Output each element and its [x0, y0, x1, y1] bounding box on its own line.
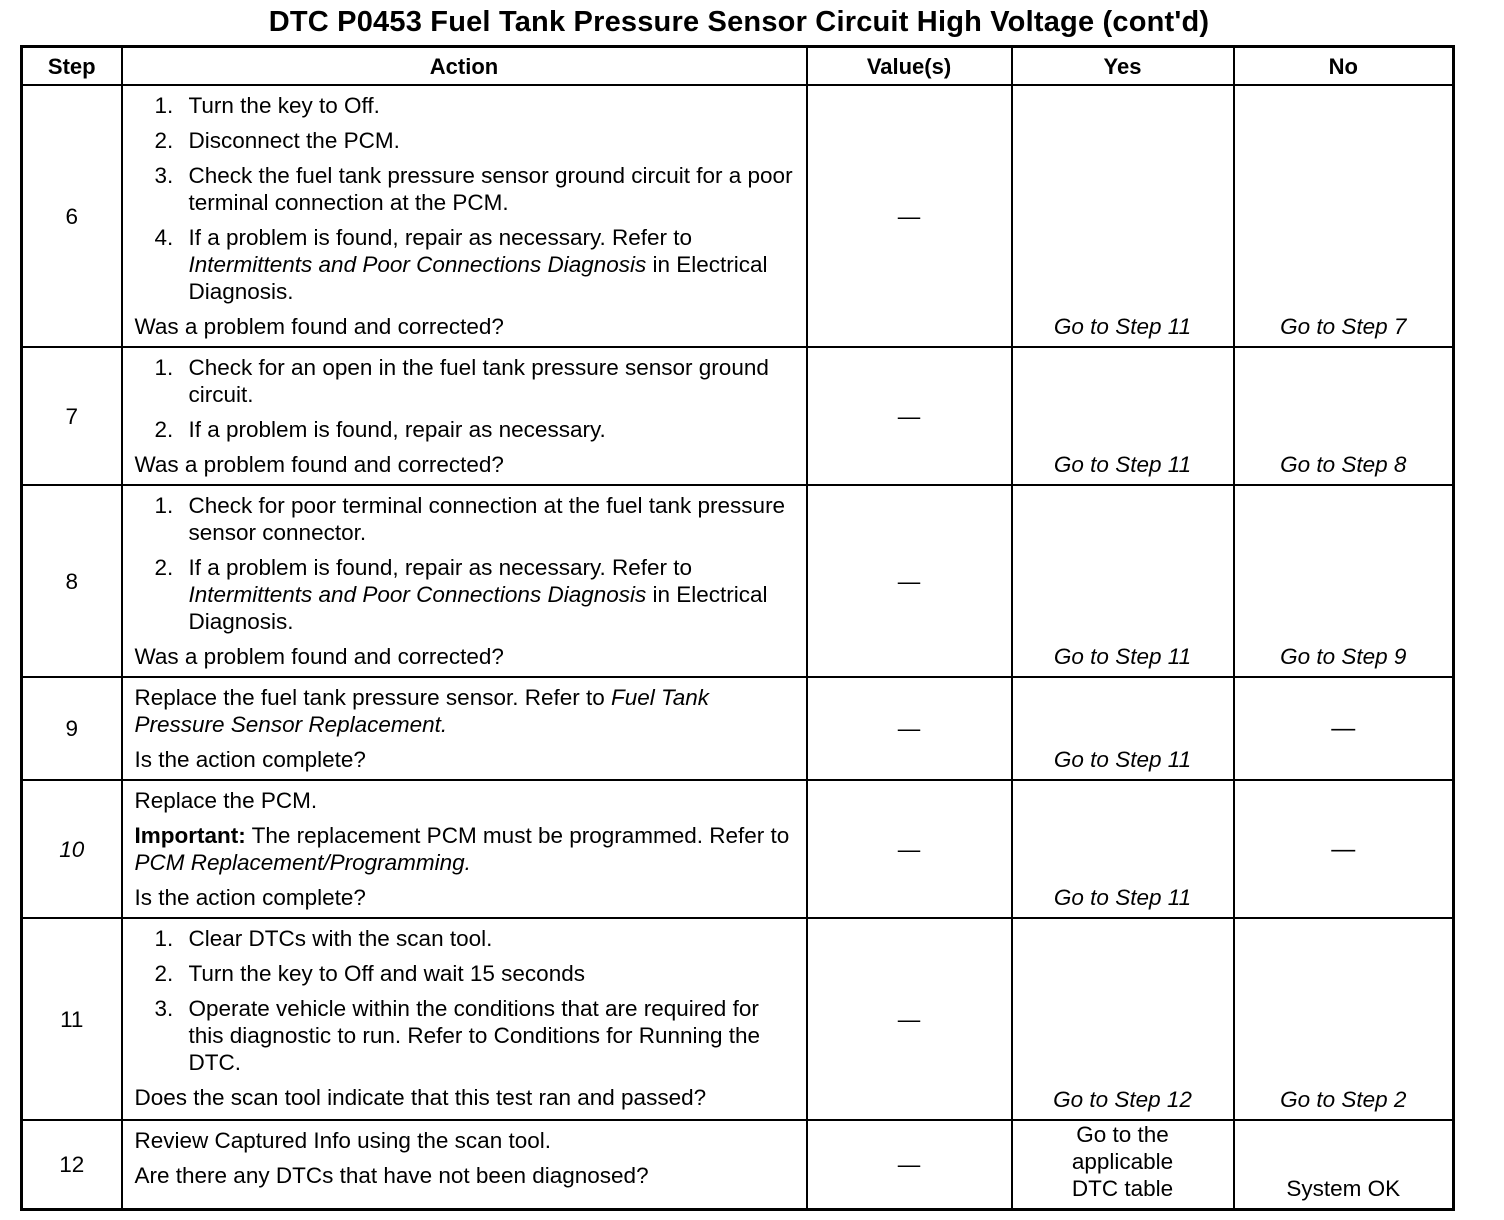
yes-cell: Go to Step 11 — [1012, 780, 1234, 918]
action-question: Was a problem found and corrected? — [134, 314, 504, 339]
step-number: 7 — [22, 347, 122, 485]
step-number: 8 — [22, 485, 122, 677]
list-item: 1. Check for an open in the fuel tank pressure sensor ground circuit. — [154, 355, 769, 407]
action-question: Was a problem found and corrected? — [134, 452, 504, 477]
list-item: 2. If a problem is found, repair as necessary. Refer to Intermittents and Poor Connections Diagnosis in Electrical Diagnosis. — [154, 555, 768, 634]
list-item: 3. Operate vehicle within the conditions that are required for this diagnostic to run. Refer to Conditions for Running the DTC. — [154, 996, 761, 1075]
action-text: Replace the fuel tank pressure sensor. Refer to Fuel Tank Pressure Sensor Replacement. — [134, 685, 709, 737]
value-cell: — — [807, 677, 1012, 780]
list-item: 1. Check for poor terminal connection at the fuel tank pressure sensor connector. — [154, 493, 786, 545]
action-cell — [122, 677, 807, 780]
no-cell: Go to Step 2 — [1234, 918, 1454, 1120]
table-row — [22, 1120, 1454, 1210]
page-title: DTC P0453 Fuel Tank Pressure Sensor Circuit High Voltage (cont'd) — [268, 6, 1210, 38]
no-cell: System OK — [1234, 1120, 1454, 1210]
table-row — [22, 677, 1454, 780]
action-list — [135, 354, 796, 443]
step-number: 6 — [22, 85, 122, 347]
table-row — [22, 485, 1454, 677]
action-question: Was a problem found and corrected? — [134, 644, 504, 669]
value-cell: — — [807, 347, 1012, 485]
action-cell — [122, 85, 807, 347]
action-list — [135, 92, 796, 305]
action-cell — [122, 918, 807, 1120]
header-values: Value(s) — [807, 47, 1012, 86]
yes-cell: Go to Step 11 — [1012, 677, 1234, 780]
action-cell — [122, 485, 807, 677]
yes-cell: Go to Step 11 — [1012, 485, 1234, 677]
value-cell: — — [807, 485, 1012, 677]
action-question: Does the scan tool indicate that this test ran and passed? — [134, 1085, 707, 1110]
table-row — [22, 918, 1454, 1120]
value-cell: — — [807, 85, 1012, 347]
value-cell: — — [807, 1120, 1012, 1210]
action-text: Review Captured Info using the scan tool. — [134, 1128, 551, 1153]
no-cell: — — [1234, 780, 1454, 918]
list-item: 3. Check the fuel tank pressure sensor ground circuit for a poor terminal connection at the PCM. — [154, 163, 793, 215]
important-note: Important: The replacement PCM must be programmed. Refer to PCM Replacement/Programming. — [134, 823, 790, 875]
table-header-row — [22, 47, 1454, 86]
list-item: 2. If a problem is found, repair as necessary. — [154, 417, 606, 442]
action-cell — [122, 780, 807, 918]
yes-cell: Go to Step 11 — [1012, 85, 1234, 347]
header-step: Step — [22, 47, 122, 86]
list-item: 4. If a problem is found, repair as necessary. Refer to Intermittents and Poor Connections Diagnosis in Electrical Diagnosis. — [154, 225, 768, 304]
action-question: Is the action complete? — [134, 747, 366, 772]
action-cell — [122, 1120, 807, 1210]
no-cell: — — [1234, 677, 1454, 780]
step-number: 11 — [22, 918, 122, 1120]
no-cell: Go to Step 7 — [1234, 85, 1454, 347]
table-row — [22, 85, 1454, 347]
action-list — [135, 925, 796, 1076]
list-item: 2. Turn the key to Off and wait 15 seconds — [154, 961, 585, 986]
header-yes: Yes — [1012, 47, 1234, 86]
action-cell — [122, 347, 807, 485]
no-cell: Go to Step 8 — [1234, 347, 1454, 485]
value-cell: — — [807, 918, 1012, 1120]
yes-cell — [1012, 1120, 1234, 1210]
yes-text: Go to the applicable DTC table — [1071, 1122, 1174, 1201]
step-number: 10 — [22, 780, 122, 918]
table-row — [22, 780, 1454, 918]
yes-cell: Go to Step 11 — [1012, 347, 1234, 485]
yes-cell: Go to Step 12 — [1012, 918, 1234, 1120]
header-action: Action — [122, 47, 807, 86]
diagnostic-table — [20, 45, 1455, 1211]
no-cell: Go to Step 9 — [1234, 485, 1454, 677]
step-number: 12 — [22, 1120, 122, 1210]
value-cell: — — [807, 780, 1012, 918]
action-list — [135, 492, 796, 635]
list-item: 2. Disconnect the PCM. — [154, 128, 400, 153]
list-item: 1. Clear DTCs with the scan tool. — [154, 926, 493, 951]
action-question: Is the action complete? — [134, 885, 366, 910]
action-question: Are there any DTCs that have not been diagnosed? — [134, 1163, 649, 1188]
table-row — [22, 347, 1454, 485]
list-item: 1. Turn the key to Off. — [154, 93, 380, 118]
action-text: Replace the PCM. — [134, 788, 318, 813]
step-number: 9 — [22, 677, 122, 780]
header-no: No — [1234, 47, 1454, 86]
